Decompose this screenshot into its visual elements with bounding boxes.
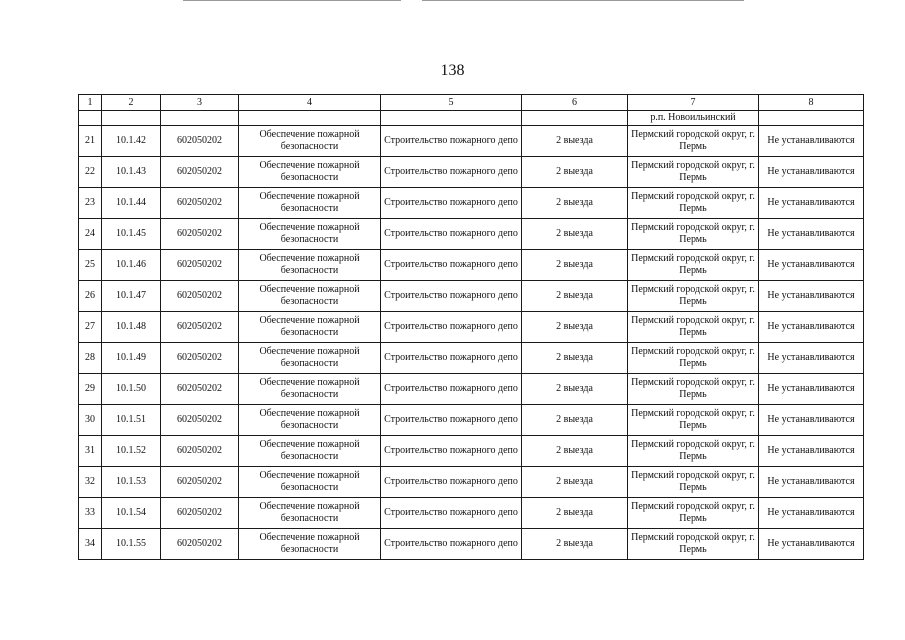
empty-cell (79, 111, 102, 126)
row-capacity: 2 выезда (522, 126, 628, 157)
row-purpose: Обеспечение пожарной безопасности (239, 250, 381, 281)
row-code: 10.1.55 (102, 529, 161, 560)
row-id: 602050202 (161, 157, 239, 188)
empty-cell (239, 111, 381, 126)
row-id: 602050202 (161, 498, 239, 529)
row-location: Пермский городской округ, г. Пермь (628, 529, 759, 560)
row-purpose: Обеспечение пожарной безопасности (239, 219, 381, 250)
column-header: 3 (161, 95, 239, 111)
row-zone: Не устанавливаются (759, 219, 864, 250)
empty-cell (381, 111, 522, 126)
empty-cell (522, 111, 628, 126)
row-purpose: Обеспечение пожарной безопасности (239, 467, 381, 498)
row-capacity: 2 выезда (522, 436, 628, 467)
row-capacity: 2 выезда (522, 343, 628, 374)
row-location: Пермский городской округ, г. Пермь (628, 374, 759, 405)
row-purpose: Обеспечение пожарной безопасности (239, 436, 381, 467)
column-header: 6 (522, 95, 628, 111)
row-code: 10.1.43 (102, 157, 161, 188)
row-zone: Не устанавливаются (759, 436, 864, 467)
row-code: 10.1.44 (102, 188, 161, 219)
row-number: 27 (79, 312, 102, 343)
row-code: 10.1.49 (102, 343, 161, 374)
row-location: Пермский городской округ, г. Пермь (628, 281, 759, 312)
row-code: 10.1.46 (102, 250, 161, 281)
row-location: Пермский городской округ, г. Пермь (628, 250, 759, 281)
row-code: 10.1.54 (102, 498, 161, 529)
top-rule-right (422, 0, 744, 1)
row-location: Пермский городской округ, г. Пермь (628, 436, 759, 467)
row-object: Строительство пожарного депо (381, 498, 522, 529)
table-row (79, 250, 864, 281)
row-zone: Не устанавливаются (759, 343, 864, 374)
row-location: Пермский городской округ, г. Пермь (628, 498, 759, 529)
column-header: 4 (239, 95, 381, 111)
row-number: 34 (79, 529, 102, 560)
row-zone: Не устанавливаются (759, 281, 864, 312)
row-code: 10.1.50 (102, 374, 161, 405)
table-row (79, 188, 864, 219)
row-zone: Не устанавливаются (759, 405, 864, 436)
row-object: Строительство пожарного депо (381, 250, 522, 281)
table-row (79, 436, 864, 467)
empty-cell (759, 111, 864, 126)
row-location: Пермский городской округ, г. Пермь (628, 126, 759, 157)
row-purpose: Обеспечение пожарной безопасности (239, 157, 381, 188)
row-code: 10.1.52 (102, 436, 161, 467)
row-capacity: 2 выезда (522, 219, 628, 250)
row-zone: Не устанавливаются (759, 157, 864, 188)
row-object: Строительство пожарного депо (381, 436, 522, 467)
row-capacity: 2 выезда (522, 188, 628, 219)
table-row (79, 281, 864, 312)
table-row (79, 498, 864, 529)
row-id: 602050202 (161, 436, 239, 467)
row-id: 602050202 (161, 281, 239, 312)
row-id: 602050202 (161, 374, 239, 405)
row-location: Пермский городской округ, г. Пермь (628, 405, 759, 436)
row-object: Строительство пожарного депо (381, 312, 522, 343)
row-capacity: 2 выезда (522, 374, 628, 405)
row-purpose: Обеспечение пожарной безопасности (239, 126, 381, 157)
row-zone: Не устанавливаются (759, 250, 864, 281)
column-header-row (79, 95, 864, 111)
row-id: 602050202 (161, 188, 239, 219)
objects-table (78, 94, 864, 560)
table-row (79, 467, 864, 498)
location-label: р.п. Новоильинский (628, 111, 759, 126)
row-capacity: 2 выезда (522, 498, 628, 529)
column-header: 5 (381, 95, 522, 111)
row-number: 31 (79, 436, 102, 467)
row-capacity: 2 выезда (522, 281, 628, 312)
location-row (79, 111, 864, 126)
row-object: Строительство пожарного депо (381, 126, 522, 157)
row-location: Пермский городской округ, г. Пермь (628, 219, 759, 250)
row-purpose: Обеспечение пожарной безопасности (239, 312, 381, 343)
row-object: Строительство пожарного депо (381, 467, 522, 498)
row-number: 21 (79, 126, 102, 157)
row-number: 24 (79, 219, 102, 250)
empty-cell (161, 111, 239, 126)
empty-cell (102, 111, 161, 126)
row-id: 602050202 (161, 126, 239, 157)
row-purpose: Обеспечение пожарной безопасности (239, 498, 381, 529)
row-purpose: Обеспечение пожарной безопасности (239, 529, 381, 560)
row-zone: Не устанавливаются (759, 126, 864, 157)
row-zone: Не устанавливаются (759, 529, 864, 560)
row-zone: Не устанавливаются (759, 374, 864, 405)
row-number: 32 (79, 467, 102, 498)
column-header: 8 (759, 95, 864, 111)
row-number: 33 (79, 498, 102, 529)
row-location: Пермский городской округ, г. Пермь (628, 157, 759, 188)
row-number: 22 (79, 157, 102, 188)
table-row (79, 157, 864, 188)
column-header: 2 (102, 95, 161, 111)
row-object: Строительство пожарного депо (381, 374, 522, 405)
row-number: 23 (79, 188, 102, 219)
row-object: Строительство пожарного депо (381, 157, 522, 188)
row-object: Строительство пожарного депо (381, 405, 522, 436)
row-zone: Не устанавливаются (759, 188, 864, 219)
table-row (79, 374, 864, 405)
row-capacity: 2 выезда (522, 467, 628, 498)
row-number: 30 (79, 405, 102, 436)
table-row (79, 126, 864, 157)
row-location: Пермский городской округ, г. Пермь (628, 343, 759, 374)
row-purpose: Обеспечение пожарной безопасности (239, 405, 381, 436)
table-row (79, 312, 864, 343)
row-zone: Не устанавливаются (759, 498, 864, 529)
row-object: Строительство пожарного депо (381, 529, 522, 560)
table-row (79, 529, 864, 560)
row-number: 28 (79, 343, 102, 374)
row-capacity: 2 выезда (522, 405, 628, 436)
row-code: 10.1.48 (102, 312, 161, 343)
row-zone: Не устанавливаются (759, 467, 864, 498)
table-row (79, 219, 864, 250)
column-header: 7 (628, 95, 759, 111)
row-object: Строительство пожарного депо (381, 281, 522, 312)
row-code: 10.1.53 (102, 467, 161, 498)
row-number: 29 (79, 374, 102, 405)
table-row (79, 343, 864, 374)
row-purpose: Обеспечение пожарной безопасности (239, 281, 381, 312)
table-row (79, 405, 864, 436)
row-id: 602050202 (161, 219, 239, 250)
top-rule-left (183, 0, 401, 1)
row-id: 602050202 (161, 343, 239, 374)
row-purpose: Обеспечение пожарной безопасности (239, 374, 381, 405)
row-zone: Не устанавливаются (759, 312, 864, 343)
row-id: 602050202 (161, 529, 239, 560)
row-location: Пермский городской округ, г. Пермь (628, 467, 759, 498)
row-id: 602050202 (161, 250, 239, 281)
row-object: Строительство пожарного депо (381, 343, 522, 374)
row-capacity: 2 выезда (522, 312, 628, 343)
row-capacity: 2 выезда (522, 157, 628, 188)
row-number: 26 (79, 281, 102, 312)
row-purpose: Обеспечение пожарной безопасности (239, 343, 381, 374)
row-id: 602050202 (161, 405, 239, 436)
row-id: 602050202 (161, 467, 239, 498)
page-number: 138 (440, 62, 465, 79)
row-number: 25 (79, 250, 102, 281)
column-header: 1 (79, 95, 102, 111)
row-location: Пермский городской округ, г. Пермь (628, 188, 759, 219)
row-capacity: 2 выезда (522, 250, 628, 281)
row-object: Строительство пожарного депо (381, 219, 522, 250)
row-purpose: Обеспечение пожарной безопасности (239, 188, 381, 219)
row-code: 10.1.42 (102, 126, 161, 157)
row-capacity: 2 выезда (522, 529, 628, 560)
row-id: 602050202 (161, 312, 239, 343)
row-code: 10.1.45 (102, 219, 161, 250)
row-code: 10.1.47 (102, 281, 161, 312)
row-location: Пермский городской округ, г. Пермь (628, 312, 759, 343)
row-object: Строительство пожарного депо (381, 188, 522, 219)
row-code: 10.1.51 (102, 405, 161, 436)
